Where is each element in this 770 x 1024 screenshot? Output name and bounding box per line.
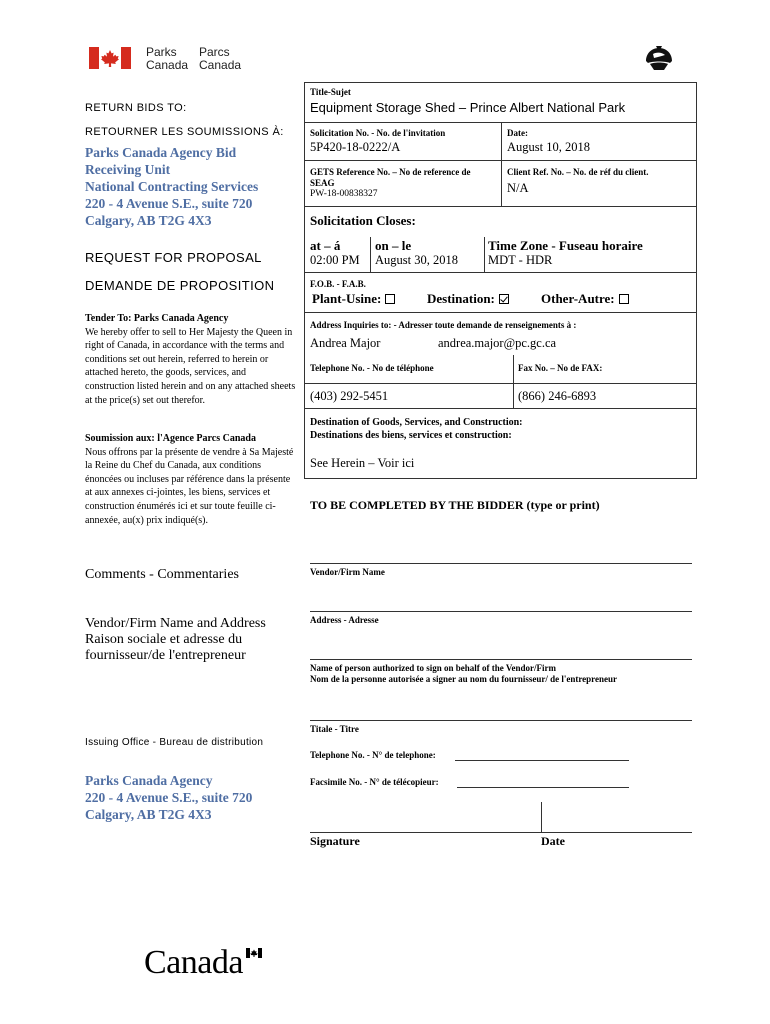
canada-wordmark: Canada <box>144 944 243 981</box>
client-ref-value[interactable]: N/A <box>507 181 529 195</box>
tender-body: We hereby offer to sell to Her Majesty the Queen in right of Canada, in accordance with the terms and conditions set out herein, referred to herein or attached hereto, the goods, services, and construction listed herein and on any attached sheets at the price(s) set out therefor. <box>85 326 296 406</box>
title-label: Title-Sujet <box>310 87 351 97</box>
agency-name-fr: Parcs Canada <box>199 45 242 72</box>
plant-usine-option[interactable]: Plant-Usine: <box>312 292 395 306</box>
soumission-heading: Soumission aux: l'Agence Parcs Canada <box>85 433 256 444</box>
other-checkbox[interactable] <box>619 294 629 304</box>
closes-on-label: on – le <box>375 238 412 253</box>
other-autre-option[interactable]: Other-Autre: <box>541 292 629 306</box>
signature-date-label: Date <box>541 834 565 848</box>
date-label: Date: <box>507 128 528 138</box>
vendor-name-line[interactable] <box>310 563 692 564</box>
title-value[interactable]: Equipment Storage Shed – Prince Albert National Park <box>310 100 626 115</box>
retourner-label: RETOURNER LES SOUMISSIONS À: <box>85 126 284 138</box>
time-zone-label: Time Zone - Fuseau horaire <box>488 238 643 253</box>
beaver-emblem-icon <box>644 44 674 74</box>
destination-goods-label: Destination of Goods, Services, and Construction: Destinations des biens, services et construction: <box>310 417 523 441</box>
date-value[interactable]: August 10, 2018 <box>507 140 590 154</box>
closes-on-value[interactable]: August 30, 2018 <box>375 253 458 267</box>
vendor-name-address-label: Vendor/Firm Name and Address Raison sociale et adresse du fournisseur/de l'entrepreneur <box>85 616 266 663</box>
bidder-fax-label: Facsimile No. - N° de télécopieur: <box>310 777 439 787</box>
issuing-office-label: Issuing Office - Bureau de distribution <box>85 737 264 748</box>
contact-email[interactable]: andrea.major@pc.gc.ca <box>438 336 557 350</box>
authorized-name-line[interactable] <box>310 659 692 660</box>
solicitation-closes-label: Solicitation Closes: <box>310 213 416 228</box>
tender-paragraph <box>85 312 297 407</box>
request-title: REQUEST FOR PROPOSAL <box>85 250 262 265</box>
comments-label: Comments - Commentaries <box>85 567 239 582</box>
solicitation-no-label: Solicitation No. - No. de l'invitation <box>310 128 446 138</box>
titre-label: Titale - Titre <box>310 724 359 734</box>
bidder-heading: TO BE COMPLETED BY THE BIDDER (type or print) <box>310 498 600 512</box>
return-bids-label: RETURN BIDS TO: <box>85 102 187 114</box>
bidder-fax-line[interactable] <box>457 787 629 788</box>
soumission-body: Nous offrons par la présente de vendre à Sa Majesté la Reine du Chef du Canada, aux conditions énoncées ou incluses par référence dans la présente at aux annexes ci-jointes, les biens, services et construction énumérés ici et sur toute feuille ci-annexée, au(x) prix indiqué(s). <box>85 446 294 526</box>
destination-checkbox[interactable] <box>499 294 509 304</box>
fax-label: Fax No. – No de FAX: <box>518 363 603 373</box>
gets-reference-value[interactable]: PW-18-00838327 <box>310 189 378 199</box>
issuing-address: Parks Canada Agency 220 - 4 Avenue S.E., suite 720 Calgary, AB T2G 4X3 <box>85 773 253 822</box>
fob-label: F.O.B. - F.A.B. <box>310 279 366 289</box>
destination-goods-value: See Herein – Voir ici <box>310 456 415 470</box>
soumission-paragraph <box>85 432 297 527</box>
time-zone-value[interactable]: MDT - HDR <box>488 253 553 267</box>
address-line[interactable] <box>310 611 692 612</box>
signature-label: Signature <box>310 834 360 848</box>
title-line[interactable] <box>310 720 692 721</box>
canada-flag-icon <box>89 47 131 69</box>
contact-name: Andrea Major <box>310 336 381 350</box>
receiving-address: Parks Canada Agency Bid Receiving Unit National Contracting Services 220 - 4 Avenue S.E., suite 720 Calgary, AB T2G 4X3 <box>85 145 259 228</box>
plant-checkbox[interactable] <box>385 294 395 304</box>
client-ref-label: Client Ref. No. – No. de réf du client. <box>507 167 649 177</box>
tender-heading: Tender To: Parks Canada Agency <box>85 313 229 324</box>
fax-value[interactable]: (866) 246-6893 <box>518 389 597 403</box>
solicitation-no-value[interactable]: 5P420-18-0222/A <box>310 140 401 154</box>
bidder-telephone-line[interactable] <box>455 760 629 761</box>
gets-reference-label: GETS Reference No. – No de reference de SEAG <box>310 167 471 188</box>
closes-at-value[interactable]: 02:00 PM <box>310 253 360 267</box>
signature-date-line[interactable] <box>310 832 692 833</box>
vendor-name-label: Vendor/Firm Name <box>310 567 385 577</box>
authorized-name-label: Name of person authorized to sign on behalf of the Vendor/Firm Nom de la personne autorisée a signer au nom du fournisseur/ de l'entrepreneur <box>310 663 618 684</box>
address-label: Address - Adresse <box>310 615 379 625</box>
closes-at-label: at – á <box>310 238 341 253</box>
canada-wordmark-flag-icon <box>246 948 262 958</box>
bidder-telephone-label: Telephone No. - N° de telephone: <box>310 750 436 760</box>
destination-option[interactable]: Destination: <box>427 292 509 306</box>
demande-title: DEMANDE DE PROPOSITION <box>85 278 275 293</box>
agency-name-en: Parks Canada <box>146 45 189 72</box>
telephone-label: Telephone No. - No de téléphone <box>310 363 434 373</box>
telephone-value[interactable]: (403) 292-5451 <box>310 389 389 403</box>
address-inquiries-label: Address Inquiries to: - Adresser toute demande de renseignements à : <box>310 320 577 330</box>
